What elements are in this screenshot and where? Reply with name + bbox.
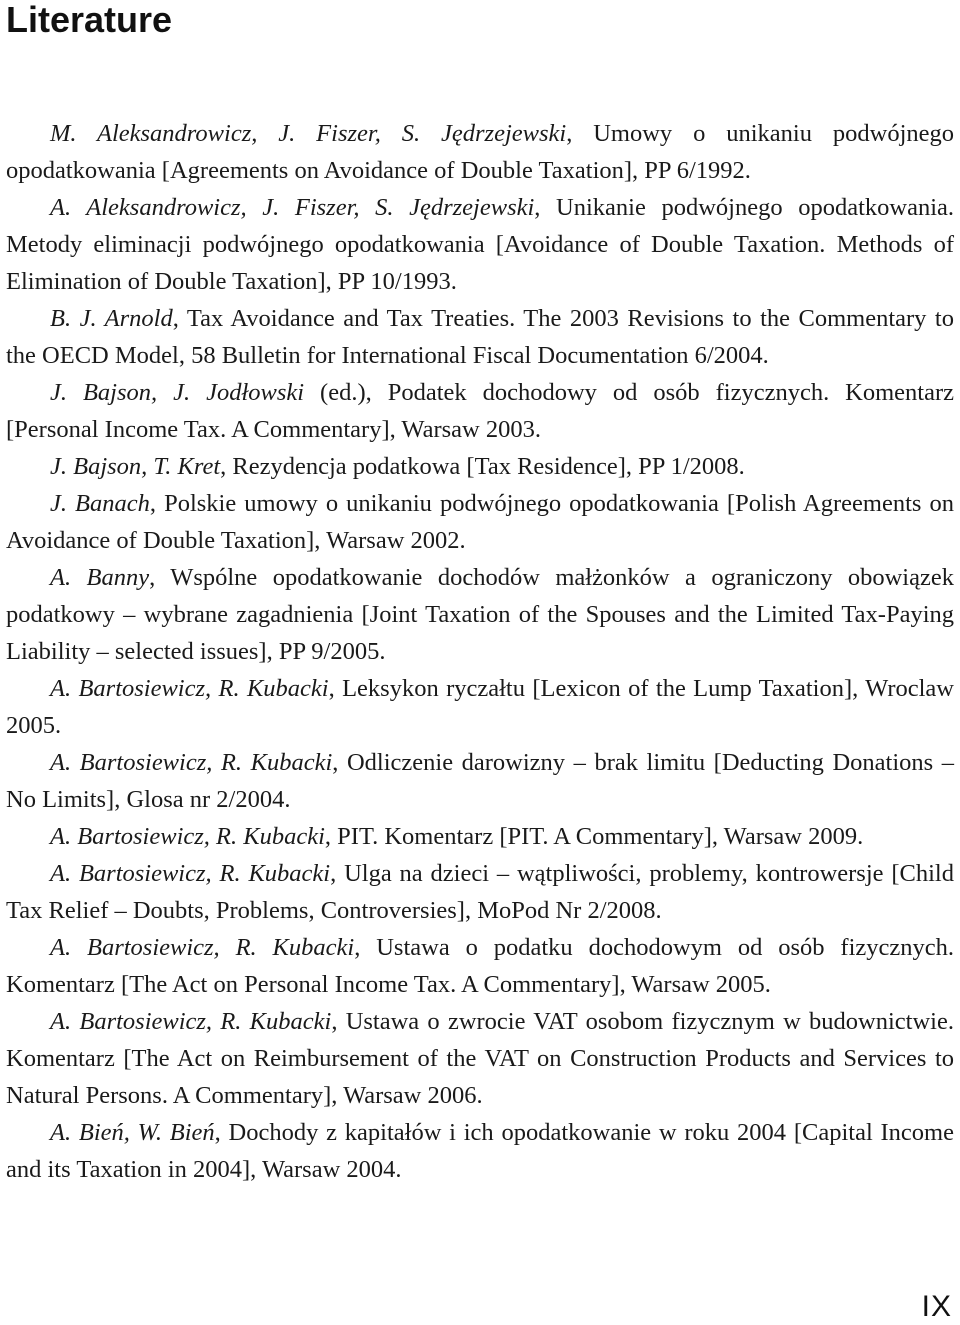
reference-entry bbox=[6, 929, 954, 1003]
reference-authors: M. Aleksandrowicz, J. Fiszer, S. Jędrzejewski bbox=[50, 120, 567, 147]
reference-text: , Tax Avoidance and Tax Treaties. The 2003 Revisions to the Commentary to the OECD Model, 58 Bulletin for International Fiscal Documentation 6/2004. bbox=[6, 305, 954, 369]
reference-entry bbox=[6, 448, 954, 485]
reference-text: , Leksykon ryczałtu [Lexicon of the Lump Taxation], Wroclaw 2005. bbox=[6, 675, 954, 739]
reference-text: , PIT. Komentarz [PIT. A Commentary], Warsaw 2009. bbox=[324, 823, 864, 850]
reference-entry bbox=[6, 115, 954, 189]
reference-authors: J. Bajson, J. Jodłowski bbox=[50, 379, 305, 406]
reference-authors: A. Bień, W. Bień bbox=[50, 1119, 215, 1146]
page-title: Literature bbox=[6, 0, 173, 40]
reference-entry bbox=[6, 1114, 954, 1188]
reference-text: , Umowy o unikaniu podwójnego opodatkowania [Agreements on Avoidance of Double Taxation], PP 6/1992. bbox=[6, 120, 955, 184]
reference-list bbox=[6, 115, 954, 1188]
reference-entry bbox=[6, 818, 954, 855]
reference-text: , Polskie umowy o unikaniu podwójnego opodatkowania [Polish Agreements on Avoidance of Double Taxation], Warsaw 2002. bbox=[6, 490, 954, 554]
reference-text: , Rezydencja podatkowa [Tax Residence], PP 1/2008. bbox=[220, 453, 745, 480]
reference-entry bbox=[6, 374, 954, 448]
reference-authors: A. Aleksandrowicz, J. Fiszer, S. Jędrzejewski bbox=[50, 194, 535, 221]
reference-text: , Ulga na dzieci – wątpliwości, problemy, kontrowersje [Child Tax Relief – Doubts, Problems, Controversies], MoPod Nr 2/2008. bbox=[6, 860, 954, 924]
reference-text: , Ustawa o zwrocie VAT osobom fizycznym w budownictwie. Komentarz [The Act on Reimbursement of the VAT on Construction Products and Services to Natural Persons. A Commentary], Warsaw 2006. bbox=[6, 1008, 954, 1109]
reference-entry bbox=[6, 189, 954, 300]
reference-entry bbox=[6, 670, 954, 744]
reference-entry bbox=[6, 855, 954, 929]
reference-authors: A. Bartosiewicz, R. Kubacki bbox=[50, 749, 333, 776]
page-number: IX bbox=[921, 1290, 952, 1323]
reference-authors: A. Bartosiewicz, R. Kubacki bbox=[50, 1008, 332, 1035]
reference-entry bbox=[6, 559, 954, 670]
reference-authors: A. Bartosiewicz, R. Kubacki bbox=[50, 860, 331, 887]
reference-authors: J. Bajson, T. Kret bbox=[50, 453, 221, 480]
reference-entry bbox=[6, 1003, 954, 1114]
reference-text: , Ustawa o podatku dochodowym od osób fizycznych. Komentarz [The Act on Personal Income Tax. A Commentary], Warsaw 2005. bbox=[6, 934, 954, 998]
reference-entry bbox=[6, 744, 954, 818]
reference-authors: A. Bartosiewicz, R. Kubacki bbox=[50, 823, 325, 850]
reference-authors: A. Bartosiewicz, R. Kubacki bbox=[50, 934, 355, 961]
reference-text: , Wspólne opodatkowanie dochodów małżonków a ograniczony obowiązek podatkowy – wybrane zagadnienia [Joint Taxation of the Spouses and the Limited Tax-Paying Liability – selected issues], PP 9/2005. bbox=[6, 564, 954, 665]
reference-authors: A. Banny bbox=[50, 564, 150, 591]
reference-authors: J. Banach bbox=[50, 490, 150, 517]
reference-text: , Unikanie podwójnego opodatkowania. Metody eliminacji podwójnego opodatkowania [Avoidance of Double Taxation. Methods of Elimination of Double Taxation], PP 10/1993. bbox=[6, 194, 954, 295]
reference-entry bbox=[6, 300, 954, 374]
reference-text: , Dochody z kapitałów i ich opodatkowanie w roku 2004 [Capital Income and its Taxation in 2004], Warsaw 2004. bbox=[6, 1119, 954, 1183]
reference-entry bbox=[6, 485, 954, 559]
reference-authors: A. Bartosiewicz, R. Kubacki bbox=[50, 675, 329, 702]
reference-text: (ed.), Podatek dochodowy od osób fizycznych. Komentarz [Personal Income Tax. A Commentary], Warsaw 2003. bbox=[6, 379, 954, 443]
reference-authors: B. J. Arnold bbox=[50, 305, 173, 332]
reference-text: , Odliczenie darowizny – brak limitu [Deducting Donations – No Limits], Glosa nr 2/2004. bbox=[6, 749, 954, 813]
